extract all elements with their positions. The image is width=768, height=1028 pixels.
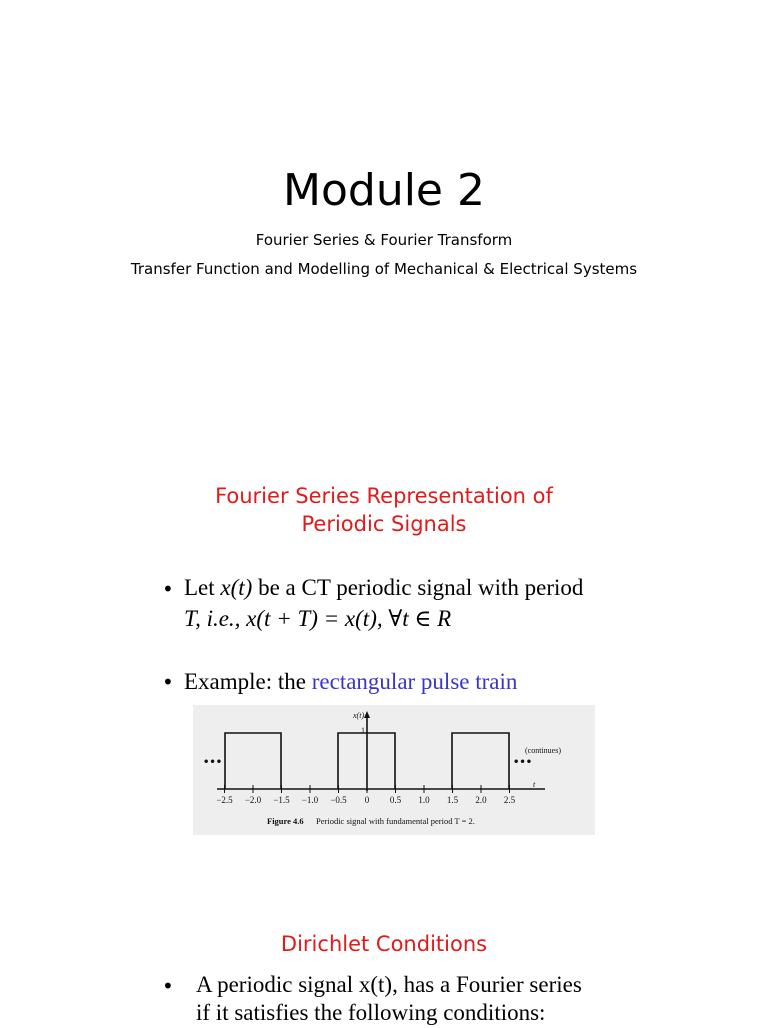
bullet-dot: • (162, 670, 174, 694)
x-tick-label: 2.5 (503, 795, 516, 805)
bullet1-line2: T, i.e., x(t + T) = x(t), ∀t ∈ R (184, 606, 452, 631)
x-tick-label: 0 (364, 795, 370, 805)
bullet1-line1: Let x(t) be a CT periodic signal with period (184, 575, 584, 600)
pulse (225, 733, 281, 789)
bullet2: Example: the rectangular pulse train (184, 669, 518, 694)
pulse (452, 733, 509, 789)
y-axis-label: x(t) (353, 711, 365, 720)
x-tick-label: 1.5 (446, 795, 459, 805)
rectangular-pulse-train-text: rectangular pulse train (311, 669, 518, 694)
fourier-heading-line2: Periodic Signals (301, 512, 467, 536)
pulse-train-plot (193, 705, 595, 835)
x-tick-label: −1.0 (301, 795, 319, 805)
dirichlet-bullet-line2: if it satisfies the following conditions: (196, 1000, 546, 1025)
bullet-dot: • (162, 577, 174, 601)
module-subtitle-1: Fourier Series & Fourier Transform (255, 231, 513, 249)
x-tick-label: −1.5 (273, 795, 290, 805)
dirichlet-heading: Dirichlet Conditions (280, 932, 488, 956)
ellipsis-right: ••• (513, 757, 533, 768)
x-tick-label: 2.0 (475, 795, 487, 805)
y-tick-label: 1 (361, 726, 365, 735)
bullet-dot: • (162, 974, 174, 998)
dirichlet-bullet-line1: A periodic signal x(t), has a Fourier series (196, 972, 582, 997)
module-subtitle-2: Transfer Function and Modelling of Mechanical & Electrical Systems (130, 260, 638, 278)
x-tick-label: −2.0 (244, 795, 262, 805)
module-title: Module 2 (283, 165, 485, 216)
x-tick-label: 1.0 (418, 795, 430, 805)
x-tick-label: −2.5 (216, 795, 233, 805)
fourier-heading-line1: Fourier Series Representation of (215, 484, 553, 508)
figure-caption-bold: Figure 4.6 (267, 816, 304, 826)
x-tick-label: −0.5 (330, 795, 347, 805)
pulse-train-figure (193, 705, 595, 835)
figure-caption-text: Periodic signal with fundamental period T = 2. (316, 816, 475, 826)
axis-arrow (364, 711, 370, 718)
continues-label: (continues) (525, 746, 561, 755)
x-tick-label: 0.5 (389, 795, 402, 805)
x-axis-var: t (533, 780, 536, 789)
ellipsis-left: ••• (203, 757, 223, 768)
